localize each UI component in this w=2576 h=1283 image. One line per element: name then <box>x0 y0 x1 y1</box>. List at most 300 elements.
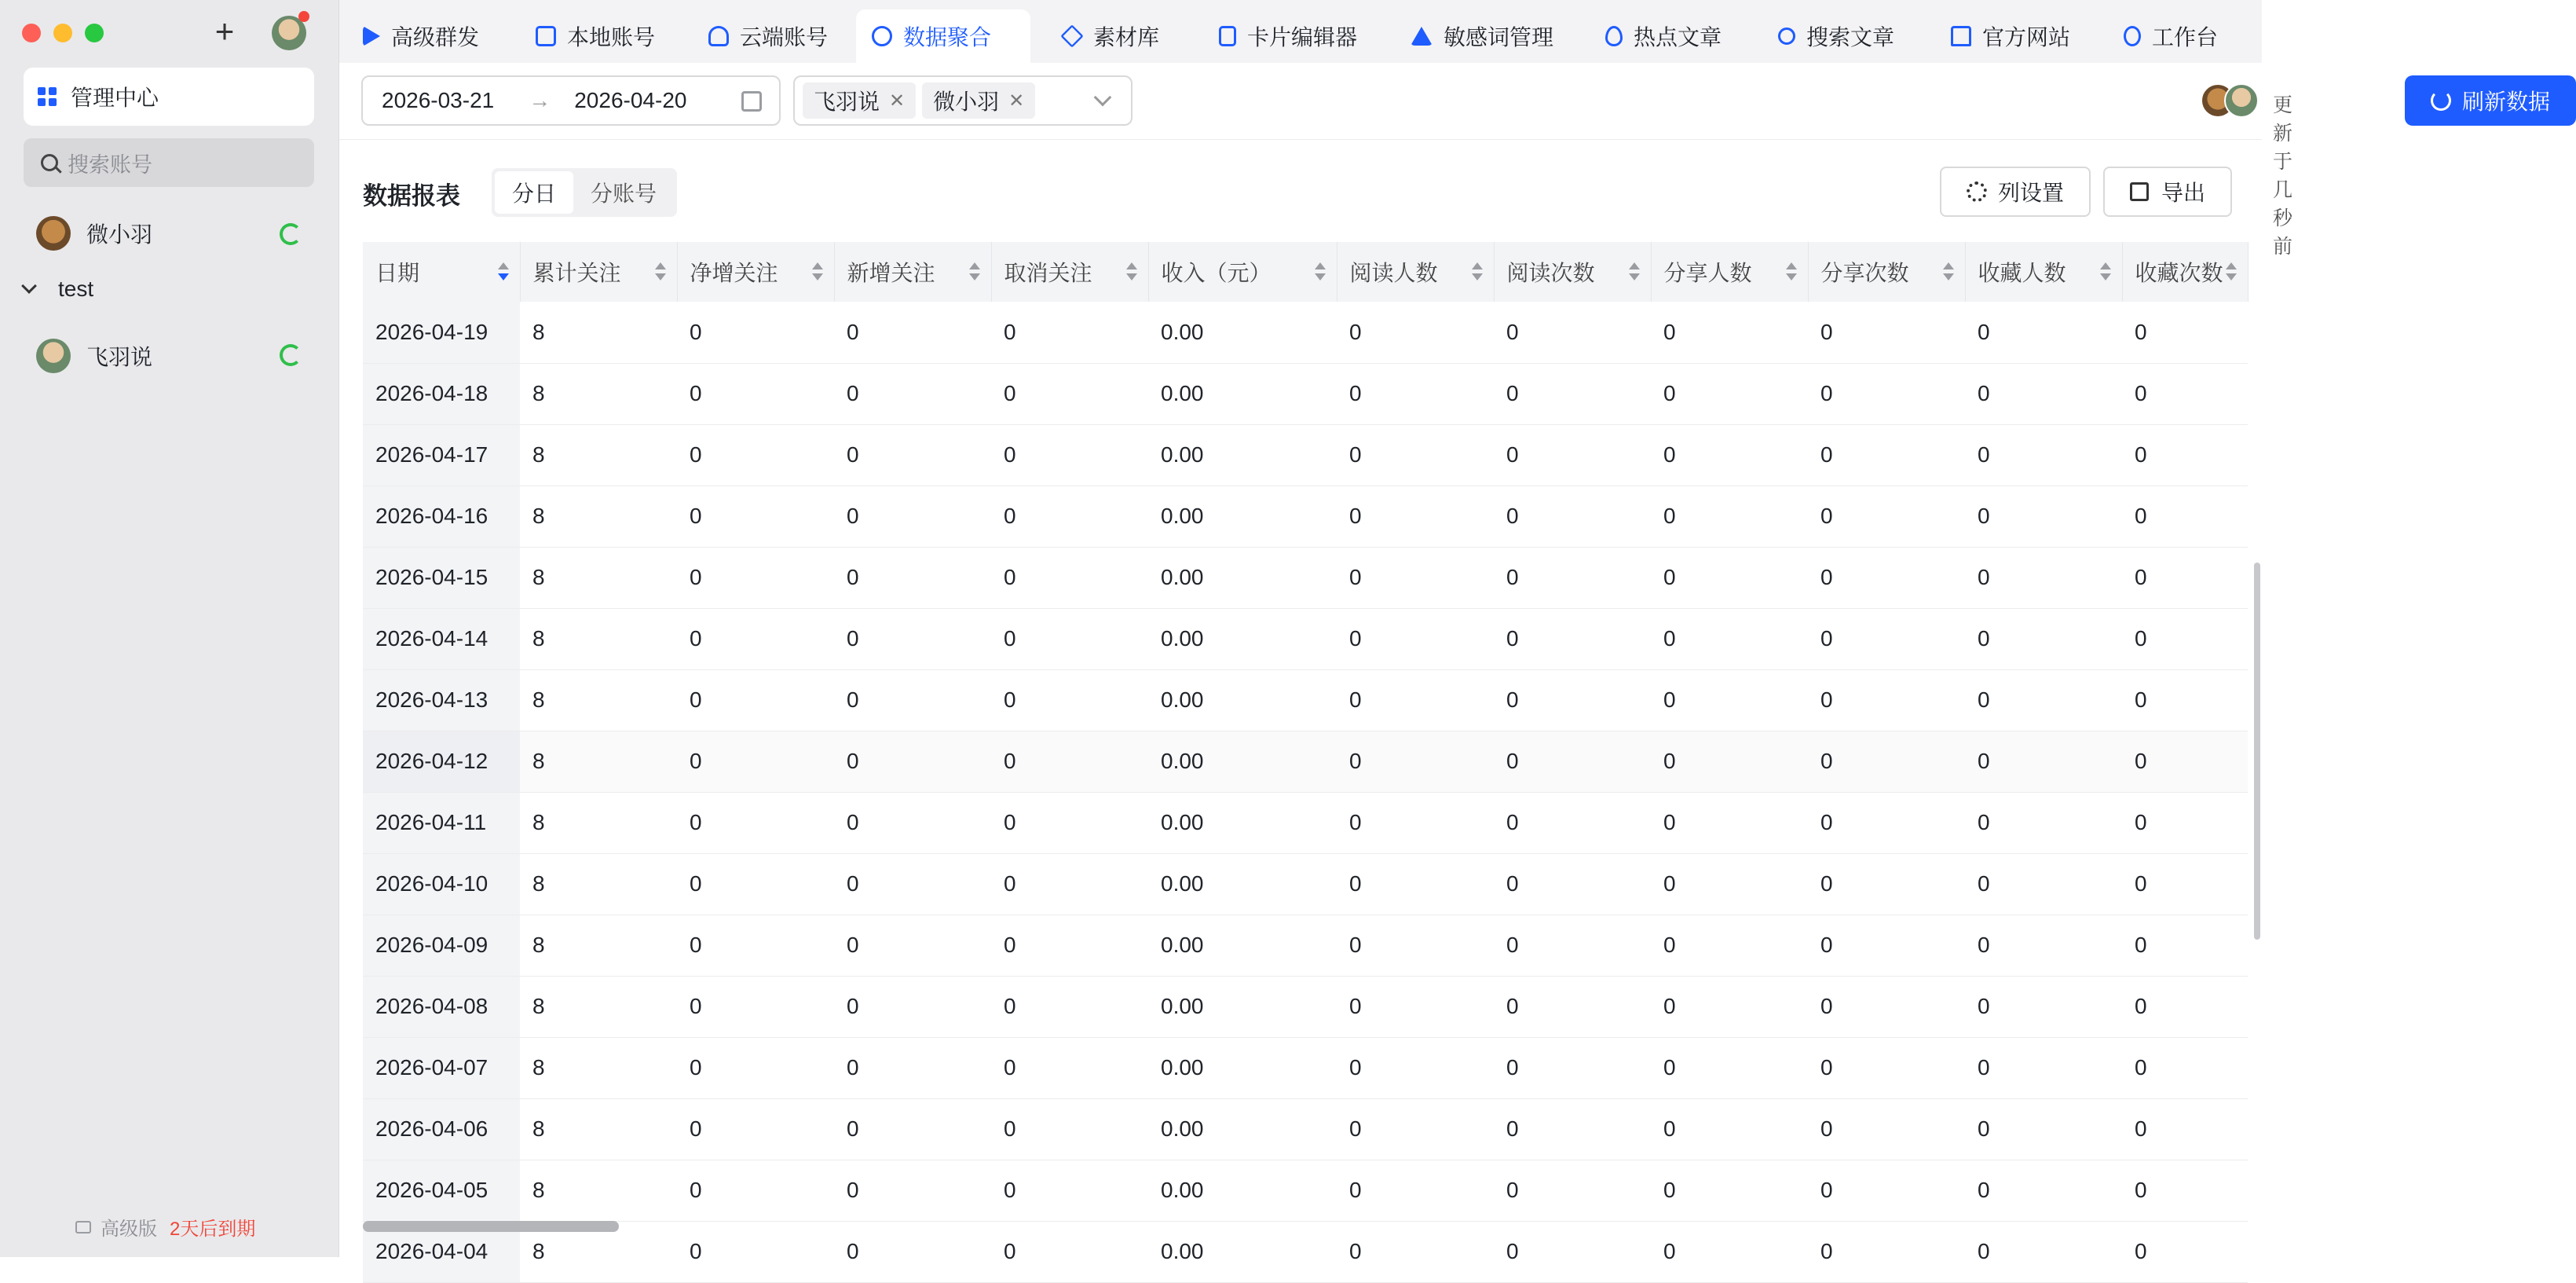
table-row[interactable] <box>363 302 2248 363</box>
table-cell: 0 <box>1965 1221 2122 1282</box>
table-cell: 0 <box>1651 669 1808 731</box>
tab-label: 本地账号 <box>567 25 656 49</box>
table-cell: 8 <box>520 915 677 976</box>
close-icon[interactable]: ✕ <box>889 90 906 112</box>
crown-icon <box>75 1221 91 1234</box>
cloud-icon <box>708 26 729 46</box>
table-cell: 0 <box>1651 792 1808 853</box>
table-cell: 0 <box>834 669 991 731</box>
table-cell: 0 <box>1808 915 1965 976</box>
table-cell: 0 <box>1808 1221 1965 1282</box>
table-cell: 0.00 <box>1148 1221 1337 1282</box>
horizontal-scrollbar[interactable] <box>363 1221 619 1232</box>
table-cell: 0 <box>1808 853 1965 915</box>
person-avatar <box>36 339 71 373</box>
table-cell: 0 <box>1651 363 1808 424</box>
table-cell: 0 <box>2122 1221 2248 1282</box>
date-start[interactable]: 2026-03-21 <box>382 88 495 112</box>
table-cell: 2026-04-04 <box>363 1221 520 1282</box>
tab-hot-articles[interactable] <box>1590 9 1737 63</box>
table-cell: 0 <box>1965 608 2122 669</box>
table-row[interactable] <box>363 547 2248 608</box>
tab-card-editor[interactable] <box>1203 9 1373 63</box>
chevron-down-icon[interactable] <box>1094 89 1112 107</box>
table-cell: 0 <box>677 1160 834 1221</box>
table-cell: 0 <box>1337 302 1494 363</box>
table-cell: 0 <box>1337 608 1494 669</box>
table-cell: 0 <box>1808 1037 1965 1098</box>
tab-material-library[interactable] <box>1046 9 1175 63</box>
column-header-label: 取消关注 <box>1004 261 1092 285</box>
table-cell: 0 <box>1808 363 1965 424</box>
table-cell: 0 <box>1651 1098 1808 1160</box>
plan-label: 高级版 <box>101 1219 157 1240</box>
table-cell: 0 <box>991 853 1148 915</box>
table-cell: 2026-04-14 <box>363 608 520 669</box>
table-cell: 0 <box>1651 302 1808 363</box>
table-cell: 0 <box>1337 363 1494 424</box>
table-cell: 2026-04-12 <box>363 731 520 792</box>
table-row[interactable] <box>363 731 2248 792</box>
file-icon <box>1219 26 1236 46</box>
table-row[interactable] <box>363 976 2248 1037</box>
table-cell: 0 <box>2122 363 2248 424</box>
table-cell: 0 <box>1651 608 1808 669</box>
column-header[interactable] <box>1651 242 1808 302</box>
plan-status <box>75 1213 255 1241</box>
table-cell: 0 <box>1808 976 1965 1037</box>
table-cell: 0 <box>991 424 1148 486</box>
table-cell: 0.00 <box>1148 363 1337 424</box>
table-cell: 2026-04-08 <box>363 976 520 1037</box>
account-name: 飞羽说 <box>86 345 153 369</box>
tab-label: 热点文章 <box>1634 25 1722 49</box>
table-cell: 0 <box>1808 731 1965 792</box>
table-cell: 0 <box>834 1221 991 1282</box>
table-cell: 0 <box>677 853 834 915</box>
table-cell: 8 <box>520 1098 677 1160</box>
tab-label: 搜索文章 <box>1806 25 1895 49</box>
column-header[interactable] <box>1148 242 1337 302</box>
table-cell: 0 <box>1337 1160 1494 1221</box>
table-cell: 0 <box>2122 792 2248 853</box>
plan-expire: 2天后到期 <box>170 1219 256 1240</box>
table-row[interactable] <box>363 1160 2248 1221</box>
table-cell: 0 <box>1651 1221 1808 1282</box>
table-row[interactable] <box>363 1098 2248 1160</box>
table-cell: 2026-04-19 <box>363 302 520 363</box>
table-cell: 2026-04-16 <box>363 486 520 547</box>
warning-icon <box>1411 27 1433 46</box>
account-multi-select[interactable] <box>793 75 1132 126</box>
column-header-label: 收藏人数 <box>1978 261 2066 285</box>
table-cell: 0 <box>1494 1160 1651 1221</box>
table-cell: 8 <box>520 424 677 486</box>
table-cell: 0 <box>1337 1221 1494 1282</box>
table-cell: 0 <box>991 915 1148 976</box>
table-cell: 0 <box>1651 547 1808 608</box>
export-button[interactable] <box>2103 167 2232 217</box>
table-row[interactable] <box>363 669 2248 731</box>
table-cell: 0 <box>1337 1037 1494 1098</box>
tab-label: 云端账号 <box>740 25 829 49</box>
table-cell: 0 <box>1337 424 1494 486</box>
column-header-label: 收藏次数 <box>2135 261 2223 285</box>
table-cell: 0 <box>2122 1098 2248 1160</box>
table-cell: 0 <box>1651 915 1808 976</box>
window-maximize-button[interactable] <box>85 24 104 42</box>
table-cell: 2026-04-07 <box>363 1037 520 1098</box>
column-header[interactable] <box>363 242 520 302</box>
table-cell: 0 <box>1337 915 1494 976</box>
table-cell: 0 <box>1965 915 2122 976</box>
table-cell: 0 <box>991 792 1148 853</box>
column-header[interactable] <box>1494 242 1651 302</box>
table-cell: 0 <box>834 486 991 547</box>
table-cell: 0 <box>2122 1037 2248 1098</box>
table-cell: 0 <box>677 1221 834 1282</box>
column-header[interactable] <box>991 242 1148 302</box>
column-header[interactable] <box>677 242 834 302</box>
bulb-icon <box>2124 26 2141 46</box>
window-minimize-button[interactable] <box>53 24 72 42</box>
column-settings-button[interactable] <box>1940 167 2091 217</box>
account-chip[interactable] <box>803 82 916 119</box>
table-cell: 0 <box>2122 669 2248 731</box>
table-cell: 0 <box>1808 792 1965 853</box>
table-cell: 0 <box>1337 486 1494 547</box>
table-cell: 0.00 <box>1148 486 1337 547</box>
table-cell: 0 <box>991 1098 1148 1160</box>
table-cell: 0 <box>991 976 1148 1037</box>
tab-local-accounts[interactable] <box>520 9 671 63</box>
sidebar <box>0 0 339 1257</box>
tab-data-aggregation[interactable] <box>856 9 1030 63</box>
table-cell: 2026-04-10 <box>363 853 520 915</box>
table-cell: 0 <box>1494 547 1651 608</box>
table-cell: 0 <box>991 669 1148 731</box>
table-row[interactable] <box>363 1037 2248 1098</box>
tab-label: 高级群发 <box>391 25 480 49</box>
table-cell: 0 <box>677 1098 834 1160</box>
table-cell: 0 <box>1808 1160 1965 1221</box>
add-account-button[interactable]: + <box>214 13 235 49</box>
tab-bar <box>339 0 2262 63</box>
table-cell: 2026-04-05 <box>363 1160 520 1221</box>
table-cell: 0 <box>677 1037 834 1098</box>
report-title: 数据报表 <box>363 182 460 210</box>
table-header-row <box>363 242 2248 302</box>
sidebar-account-weixiaoyu[interactable] <box>36 214 152 253</box>
table-cell: 8 <box>520 486 677 547</box>
table-cell: 0 <box>1337 792 1494 853</box>
table-cell: 0.00 <box>1148 669 1337 731</box>
monitor-icon <box>536 26 556 46</box>
selected-account-avatars <box>2201 83 2263 121</box>
table-cell: 0 <box>677 792 834 853</box>
table-cell: 0 <box>991 1037 1148 1098</box>
table-cell: 0 <box>1337 547 1494 608</box>
tab-mass-send[interactable] <box>347 9 495 63</box>
table-cell: 8 <box>520 731 677 792</box>
table-cell: 0.00 <box>1148 792 1337 853</box>
table-cell: 0.00 <box>1148 547 1337 608</box>
table-cell: 0 <box>1651 976 1808 1037</box>
table-cell: 8 <box>520 1037 677 1098</box>
vertical-scrollbar[interactable] <box>2254 563 2260 940</box>
tab-sensitive-words[interactable] <box>1395 9 1569 63</box>
table-cell: 0 <box>1965 302 2122 363</box>
table-cell: 0 <box>2122 853 2248 915</box>
table-row[interactable] <box>363 424 2248 486</box>
table-cell: 2026-04-13 <box>363 669 520 731</box>
table-cell: 0 <box>677 486 834 547</box>
table-cell: 0 <box>1965 792 2122 853</box>
date-range-picker[interactable] <box>361 75 781 126</box>
table-cell: 0 <box>2122 731 2248 792</box>
table-cell: 0 <box>991 1160 1148 1221</box>
table-cell: 0 <box>1651 424 1808 486</box>
arrow-right-icon: → <box>529 88 551 112</box>
table-cell: 0 <box>1494 976 1651 1037</box>
table-cell: 2026-04-06 <box>363 1098 520 1160</box>
table-cell: 0 <box>1651 1037 1808 1098</box>
table-cell: 0 <box>1494 853 1651 915</box>
table-cell: 0.00 <box>1148 1037 1337 1098</box>
table-cell: 0 <box>1337 731 1494 792</box>
account-chip[interactable] <box>922 82 1035 119</box>
column-header[interactable] <box>1337 242 1494 302</box>
refresh-label: 刷新数据 <box>2461 90 2550 114</box>
table-cell: 8 <box>520 853 677 915</box>
table-cell: 0 <box>1494 363 1651 424</box>
table-cell: 8 <box>520 1221 677 1282</box>
column-header[interactable] <box>834 242 991 302</box>
table-cell: 0 <box>2122 302 2248 363</box>
table-cell: 0 <box>834 302 991 363</box>
table-cell: 0 <box>991 608 1148 669</box>
flame-icon <box>1605 26 1623 46</box>
table-cell: 0 <box>1494 1221 1651 1282</box>
table-cell: 0 <box>834 547 991 608</box>
table-cell: 0 <box>834 976 991 1037</box>
close-icon[interactable]: ✕ <box>1008 90 1025 112</box>
table-row[interactable] <box>363 363 2248 424</box>
account-name: 微小羽 <box>86 222 153 247</box>
column-header[interactable] <box>1808 242 1965 302</box>
table-cell: 0 <box>677 976 834 1037</box>
tab-label: 敏感词管理 <box>1444 25 1554 49</box>
table-cell: 2026-04-11 <box>363 792 520 853</box>
table-cell: 0 <box>991 731 1148 792</box>
table-cell: 0 <box>2122 547 2248 608</box>
table-cell: 0 <box>1651 853 1808 915</box>
table-cell: 0 <box>834 915 991 976</box>
table-cell: 0 <box>834 731 991 792</box>
table-cell: 0 <box>1965 1098 2122 1160</box>
table-row[interactable] <box>363 486 2248 547</box>
table-cell: 0 <box>2122 915 2248 976</box>
table-cell: 0 <box>677 424 834 486</box>
table-cell: 0 <box>1494 669 1651 731</box>
notification-dot <box>298 11 309 22</box>
table-cell: 0 <box>677 547 834 608</box>
table-cell: 0 <box>1808 1098 1965 1160</box>
table-cell: 0 <box>1808 486 1965 547</box>
column-header-label: 日期 <box>375 261 420 285</box>
table-cell: 0 <box>1337 853 1494 915</box>
person-avatar <box>2224 83 2259 118</box>
table-cell: 0 <box>834 1160 991 1221</box>
column-header-label: 累计关注 <box>532 261 621 285</box>
table-cell: 2026-04-18 <box>363 363 520 424</box>
refresh-icon <box>2431 90 2451 111</box>
table-cell: 0 <box>991 486 1148 547</box>
sync-icon[interactable] <box>280 223 302 245</box>
chevron-down-icon <box>21 278 37 294</box>
column-header[interactable] <box>520 242 677 302</box>
table-cell: 0 <box>1808 424 1965 486</box>
table-cell: 0 <box>1494 424 1651 486</box>
table-cell: 0 <box>1808 547 1965 608</box>
table-cell: 0 <box>1494 792 1651 853</box>
table-cell: 0 <box>1651 486 1808 547</box>
table-cell: 0 <box>677 363 834 424</box>
table-cell: 0 <box>1494 915 1651 976</box>
table-cell: 0 <box>1651 1160 1808 1221</box>
table-cell: 0 <box>834 1037 991 1098</box>
table-cell: 0 <box>1965 547 2122 608</box>
table-cell: 0 <box>834 1098 991 1160</box>
tab-workbench[interactable] <box>2108 9 2234 63</box>
management-center-label: 管理中心 <box>71 86 159 110</box>
table-cell: 0 <box>1808 669 1965 731</box>
table-cell: 0 <box>1965 731 2122 792</box>
table-row[interactable] <box>363 792 2248 853</box>
table-row[interactable] <box>363 915 2248 976</box>
table-cell: 0 <box>1965 669 2122 731</box>
table-cell: 2026-04-09 <box>363 915 520 976</box>
view-mode-toggle <box>492 168 677 217</box>
gear-icon <box>1967 181 1987 202</box>
tab-label: 工作台 <box>2152 25 2219 49</box>
column-header[interactable] <box>2122 242 2248 302</box>
table-cell: 8 <box>520 363 677 424</box>
tab-search-articles[interactable] <box>1762 9 1910 63</box>
table-cell: 0 <box>1965 1037 2122 1098</box>
table-cell: 0 <box>2122 486 2248 547</box>
table-cell: 0 <box>1337 1098 1494 1160</box>
tab-label: 数据聚合 <box>903 25 992 49</box>
table-cell: 0 <box>677 731 834 792</box>
table-cell: 0 <box>1494 731 1651 792</box>
column-header-label: 阅读人数 <box>1349 261 1438 285</box>
table-cell: 0 <box>1494 486 1651 547</box>
group-name: test <box>58 277 94 301</box>
table-row[interactable] <box>363 853 2248 915</box>
table-cell: 8 <box>520 669 677 731</box>
tab-cloud-accounts[interactable] <box>693 9 843 63</box>
table-cell: 0 <box>1494 1037 1651 1098</box>
table-cell: 0 <box>1965 363 2122 424</box>
column-header-label: 阅读次数 <box>1506 261 1595 285</box>
table-cell: 2026-04-17 <box>363 424 520 486</box>
export-icon <box>2130 182 2149 201</box>
table-cell: 0 <box>2122 976 2248 1037</box>
table-cell: 0 <box>834 363 991 424</box>
table-cell: 0 <box>2122 1160 2248 1221</box>
tab-label: 素材库 <box>1093 25 1160 49</box>
table-cell: 0 <box>1965 976 2122 1037</box>
table-cell: 0 <box>834 853 991 915</box>
table-cell: 0 <box>1494 302 1651 363</box>
table-cell: 0 <box>677 669 834 731</box>
table-cell: 0 <box>834 792 991 853</box>
table-cell: 0.00 <box>1148 1098 1337 1160</box>
table-cell: 8 <box>520 792 677 853</box>
table-cell: 0 <box>991 363 1148 424</box>
table-cell: 0 <box>1651 731 1808 792</box>
search-icon <box>1778 27 1795 45</box>
sidebar-account-feiyushuo[interactable] <box>36 336 152 376</box>
view-by-account[interactable]: 分账号 <box>591 181 657 206</box>
tab-official-site[interactable] <box>1935 9 2086 63</box>
table-cell: 0 <box>677 915 834 976</box>
table-cell: 8 <box>520 608 677 669</box>
data-table <box>363 242 2232 1263</box>
search-icon <box>41 154 58 171</box>
table-row[interactable] <box>363 608 2248 669</box>
column-header-label: 分享人数 <box>1663 261 1752 285</box>
management-center-item[interactable] <box>24 68 314 126</box>
window-close-button[interactable] <box>22 24 41 42</box>
table-cell: 8 <box>520 302 677 363</box>
column-header[interactable] <box>1965 242 2122 302</box>
account-group-test[interactable] <box>24 277 93 302</box>
refresh-data-button[interactable] <box>2405 75 2576 126</box>
table-cell: 0.00 <box>1148 976 1337 1037</box>
date-end[interactable]: 2026-04-20 <box>574 88 687 112</box>
table-cell: 0 <box>677 302 834 363</box>
table-cell: 0 <box>677 608 834 669</box>
account-search-input[interactable] <box>24 138 314 187</box>
table-cell: 0.00 <box>1148 915 1337 976</box>
grid-icon <box>38 87 57 106</box>
table-cell: 0 <box>1808 302 1965 363</box>
table-cell: 0 <box>834 424 991 486</box>
pie-chart-icon <box>872 26 892 46</box>
table-cell: 0 <box>1337 669 1494 731</box>
table-cell: 0.00 <box>1148 853 1337 915</box>
table-cell: 2026-04-15 <box>363 547 520 608</box>
sync-icon[interactable] <box>280 344 302 366</box>
home-icon <box>1951 26 1971 46</box>
table-cell: 0.00 <box>1148 731 1337 792</box>
column-header-label: 分享次数 <box>1820 261 1909 285</box>
star-icon <box>1060 24 1083 47</box>
dog-avatar <box>36 216 71 251</box>
table-row[interactable] <box>363 1221 2248 1282</box>
last-updated-text: 更新于 几秒前 <box>2273 94 2293 258</box>
view-by-day[interactable]: 分日 <box>495 171 573 214</box>
table-cell: 8 <box>520 1160 677 1221</box>
table-cell: 0 <box>2122 608 2248 669</box>
table-cell: 0 <box>834 608 991 669</box>
table-cell: 0 <box>991 1221 1148 1282</box>
tab-label: 官方网站 <box>1982 25 2071 49</box>
column-header-label: 净增关注 <box>690 261 778 285</box>
chip-label: 微小羽 <box>933 90 1000 114</box>
